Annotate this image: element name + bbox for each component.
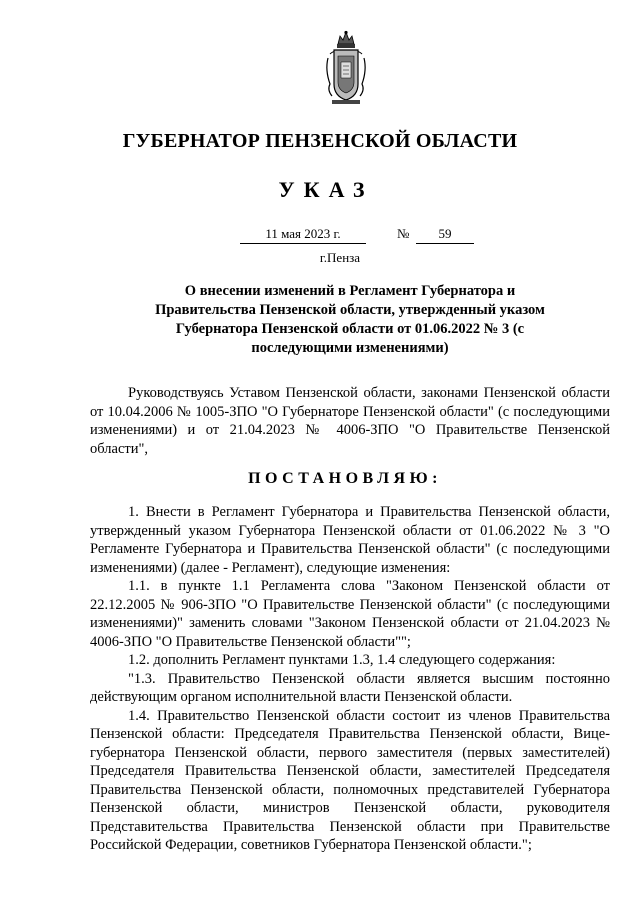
- legal-basis-paragraph: Руководствуясь Уставом Пензенской области, законами Пензенской области от 10.04.2006 № 1005-ЗПО "О Губернаторе Пензенской области" (с последующими изменениями) и от 21.04.2023 № 4006-ЗПО "О Правительстве Пензенской области",: [90, 385, 610, 457]
- document-title: О внесении изменений в Регламент Губернатора и Правительства Пензенской области, утвержденный указом Губернатора Пензенской области от 01.06.2022 № 3 (с последующими изменениями): [155, 283, 545, 356]
- coat-of-arms-emblem: [324, 30, 368, 106]
- document-city: г.Пенза: [319, 250, 361, 265]
- document-date: 11 мая 2023 г.: [240, 226, 366, 244]
- document-number: 59: [416, 226, 474, 244]
- legal-basis: [90, 384, 610, 458]
- clause-paragraph: 1.2. дополнить Регламент пунктами 1.3, 1.4 следующего содержания:: [128, 652, 556, 668]
- document-type: УКАЗ: [278, 177, 374, 202]
- clause-paragraph: "1.3. Правительство Пензенской области является высшим постоянно действующим органом исполнительной власти Пензенской области.: [90, 670, 610, 705]
- decree-heading: ПОСТАНОВЛЯЮ:: [248, 470, 442, 487]
- clause-paragraph: 1.1. в пункте 1.1 Регламента слова "Законом Пензенской области от 22.12.2005 № 906-ЗПО "О Правительстве Пензенской области" (с последующими изменениями)" заменить словами "Законом Пензенской области от 21.04.2023 № 4006-ЗПО "О Правительстве Пензенской области"";: [90, 578, 610, 650]
- number-sign: №: [397, 226, 410, 241]
- clause-paragraph: 1. Внести в Регламент Губернатора и Правительства Пензенской области, утвержденный указом Губернатора Пензенской области от 01.06.2022 № 3 "О Регламенте Губернатора и Правительства Пензенской области" (с последующими изменениями) (далее - Регламент), следующие изменения:: [90, 504, 610, 576]
- decree-clauses: [90, 503, 610, 855]
- issuing-authority: ГУБЕРНАТОР ПЕНЗЕНСКОЙ ОБЛАСТИ: [122, 130, 518, 152]
- clause-paragraph: 1.4. Правительство Пензенской области состоит из членов Правительства Пензенской области: Председателя Правительства Пензенской области, Вице-губернатора Пензенской области, первого заместителя (первых заместителей) Председателя Правительства Пензенской области, заместителей Председателя Правительства Пензенской области, полномочных представителей Губернатора Пензенской области, министров Пензенской области, руководителя Представительства Правительства Пензенской области при Правительстве Российской Федерации, советников Губернатора Пензенской области.";: [90, 707, 610, 853]
